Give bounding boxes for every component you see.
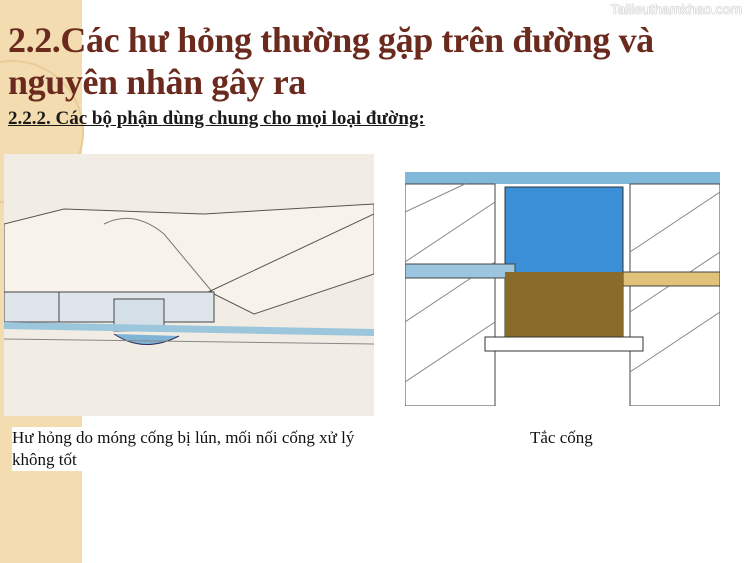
section-subtitle: 2.2.2. Các bộ phận dùng chung cho mọi loại đường: [8, 108, 425, 129]
blocked-culvert-illustration [405, 172, 720, 406]
figure-caption-settlement: Hư hỏng do móng cống bị lún, mối nối cống xử lý không tốt [12, 427, 372, 471]
culvert-settlement-illustration [4, 154, 374, 416]
figure-caption-blockage: Tắc cống [530, 428, 593, 447]
watermark: Tailieuthamkhao.com [610, 1, 742, 17]
slide-title: 2.2.Các hư hỏng thường gặp trên đường và nguyên nhân gây ra [8, 20, 654, 102]
